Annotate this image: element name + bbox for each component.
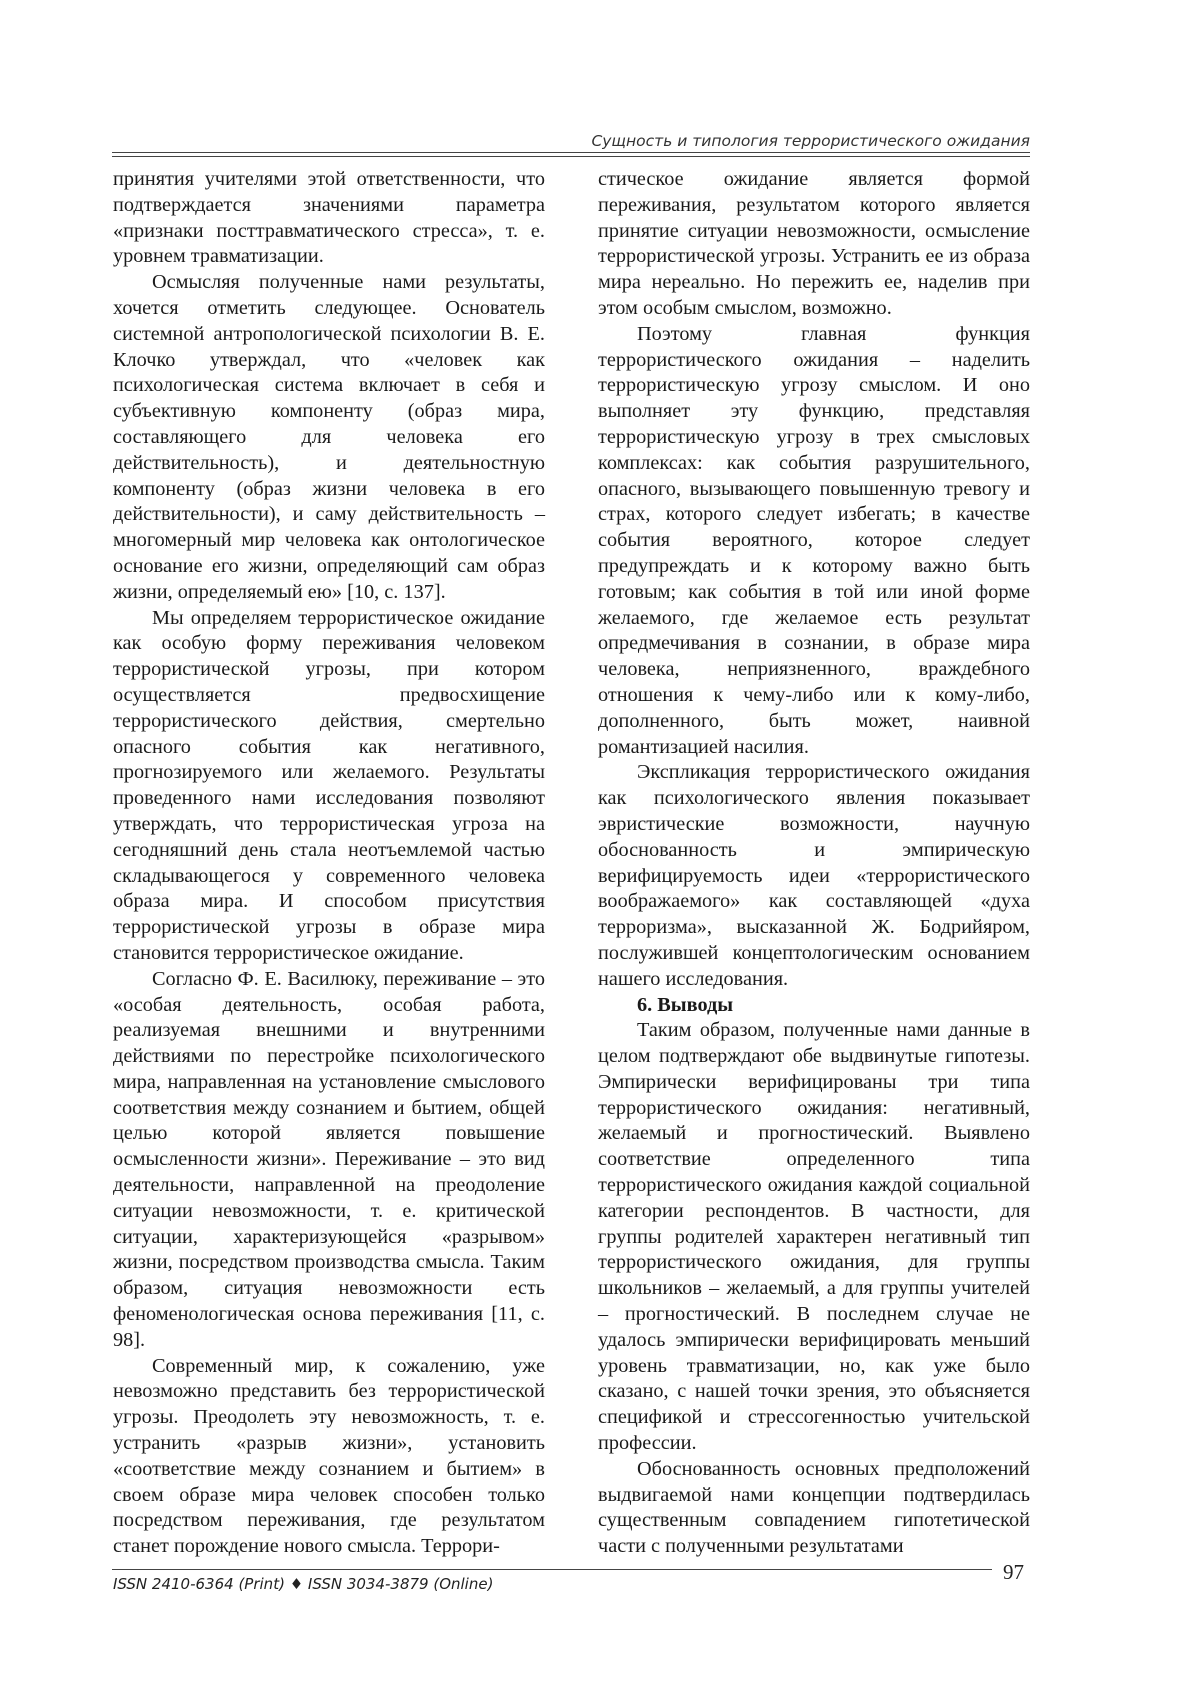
paragraph: Обоснованность основных предположений выдвигаемой нами концепции подтвердилась существенным совпадением гипотетической части с полученными результатами (598, 1457, 1030, 1558)
header-rule-thick (112, 156, 1030, 157)
paragraph: принятия учителями этой ответственности, что подтверждается значениями параметра «признаки посттравматического стресса», т. е. уровнем травматизации. (113, 168, 545, 268)
paragraph: Согласно Ф. Е. Василюку, переживание – это «особая деятельность, особая работа, реализуемая внешними и внутренними действиями по перестройке психологического мира, направленная на установление смыслового соответствия между сознанием и бытием, общей целью которой является повышение осмысленности жизни». Переживание – это вид деятельности, направленной на преодоление ситуации невозможности, т. е. критической ситуации, характеризующейся «разрывом» жизни, посредством производства смысла. Таким образом, ситуация невозможности есть феноменологическая основа переживания [11, с. 98]. (113, 967, 545, 1351)
header-rule-thin (112, 152, 1030, 153)
paragraph: Осмысляя полученные нами результаты, хочется отметить следующее. Основатель системной антропологической психологии В. Е. Клочко утверждал, что «человек как психологическая система включает в себя и субъективную компоненту (образ мира, составляющего для человека его действительность), и деятельностную компоненту (образ жизни человека в его действительности), и саму действительность – многомерный мир человека как онтологическое основание его жизни, определяющий сам образ жизни, определяемый ею» [10, с. 137]. (113, 271, 545, 603)
paragraph: Поэтому главная функция террористического ожидания – наделить террористическую угрозу смыслом. И оно выполняет эту функцию, представляя террористическую угрозу в трех смысловых комплексах: как события разрушительного, опасного, вызывающего повышенную тревогу и страх, которого следует избегать; в качестве события вероятного, которое следует предупреждать и к которому важно быть готовым; как события в той или иной форме желаемого, где желаемое есть результат опредмечивания в сознании, в образе мира человека, неприязненного, враждебного отношения к чему-либо или к кому-либо, дополненного, быть может, наивной романтизацией насилия. (598, 322, 1030, 758)
paragraph: Таким образом, полученные нами данные в целом подтверждают обе выдвинутые гипотезы. Эмпирически верифицированы три типа террористического ожидания: негативный, желаемый и прогностический. Выявлено соответствие определенного типа террористического ожидания каждой социальной категории респондентов. В частности, для группы родителей характерен негативный тип террористического ожидания, для группы школьников – желаемый, а для группы учителей – прогностический. В последнем случае не удалось эмпирически верифицировать меньший уровень травматизации, но, как уже было сказано, с нашей точки зрения, это объясняется спецификой и стрессогенностью учительской профессии. (598, 1019, 1030, 1455)
footer-issn: ISSN 2410-6364 (Print) ♦ ISSN 3034-3879 (Online) (113, 1575, 494, 1593)
left-column (113, 167, 545, 1560)
paragraph: Экспликация террористического ожидания как психологического явления показывает эвристические возможности, научную обоснованность и эмпирическую верифицируемость идеи «террористического воображаемого» как составляющей «духа терроризма», высказанной Ж. Бодрийяром, послужившей концептологическим основанием нашего исследования. (598, 761, 1030, 990)
paragraph: Мы определяем террористическое ожидание как особую форму переживания человеком террористической угрозы, при котором осуществляется предвосхищение террористического действия, смертельно опасного события как негативного, прогнозируемого или желаемого. Результаты проведенного нами исследования позволяют утверждать, что террористическая угроза на сегодняшний день стала неотъемлемой частью складывающегося у современного человека образа мира. И способом присутствия террористической угрозы в образе мира становится террористическое ожидание. (113, 606, 545, 964)
right-column (598, 167, 1030, 1560)
footer-rule (112, 1569, 992, 1570)
running-header-title: Сущность и типология террористического ожидания (591, 132, 1030, 150)
paragraph: Современный мир, к сожалению, уже невозможно представить без террористической угрозы. Преодолеть эту невозможность, т. е. устранить «разрыв жизни», установить «соответствие между сознанием и бытием» в своем образе мира человек способен только посредством переживания, где результатом станет порождение нового смысла. Террори- (113, 1354, 545, 1558)
section-heading: 6. Выводы (637, 993, 734, 1016)
paragraph: стическое ожидание является формой переживания, результатом которого является принятие ситуации невозможности, осмысление террористической угрозы. Устранить ее из образа мира нереально. Но пережить ее, наделив при этом особым смыслом, возможно. (598, 168, 1030, 319)
page-number: 97 (1003, 1560, 1024, 1584)
